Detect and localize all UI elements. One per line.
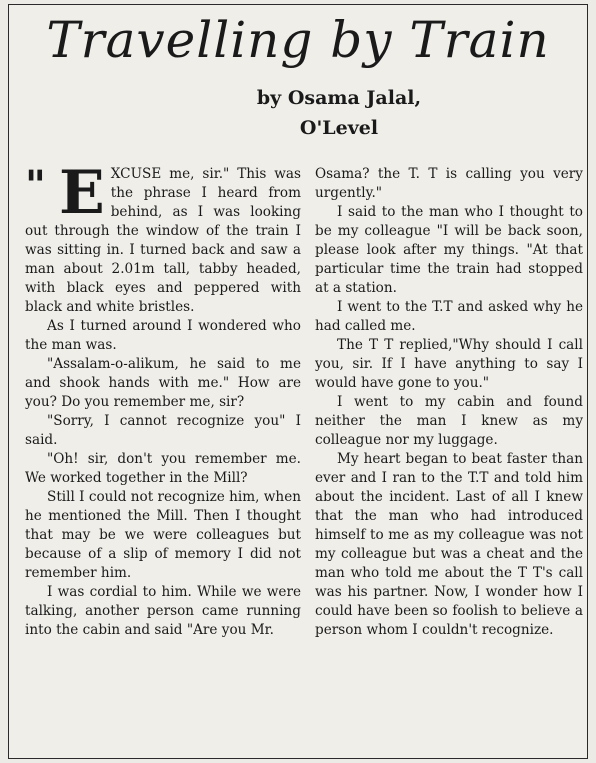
- drop-cap: E: [59, 158, 105, 228]
- byline-author: by Osama Jalal,: [256, 87, 422, 109]
- paragraph: I went to my cabin and found neither the man I knew as my colleague nor my luggage.: [315, 394, 583, 448]
- drop-quote: ": [25, 162, 46, 209]
- paragraph: Osama? the T. T is calling you very urgently.": [315, 166, 583, 201]
- paragraph: I said to the man who I thought to be my colleague "I will be back soon, please look after my things. "At that particular time the train had stopped at a station.: [315, 204, 583, 296]
- paragraph: My heart began to beat faster than ever and I ran to the T.T and told him about the incident. Last of all I knew that the man who had introduced himself to me as my colleague was not my colleague but was a cheat and the man who told me about the T T's call was his partner. Now, I wonder how I could have been so foolish to believe a person whom I couldn't recognize.: [315, 451, 583, 638]
- paragraph: As I turned around I wondered who the man was.: [25, 318, 301, 353]
- right-column: [315, 165, 583, 640]
- paragraph: Still I could not recognize him, when he mentioned the Mill. Then I thought that may be we were colleagues but because of a slip of memory I did not remember him.: [25, 489, 301, 581]
- paragraph: [25, 158, 301, 317]
- paragraph: "Oh! sir, don't you remember me. We worked together in the Mill?: [25, 451, 301, 486]
- left-column: [25, 158, 301, 640]
- paragraph: "Assalam-o-alikum, he said to me and shook hands with me." How are you? Do you remember me, sir?: [25, 356, 301, 410]
- paragraph: I was cordial to him. While we were talking, another person came running into the cabin and said "Are you Mr.: [25, 584, 301, 638]
- paragraph-text: XCUSE me, sir." This was the phrase I heard from behind, as I was looking out through the window of the train I was sitting in. I turned back and saw a man about 2.01m tall, tabby headed, with black eyes and peppered with black and white bristles.: [25, 166, 301, 315]
- article-title: Travelling by Train: [46, 11, 550, 69]
- paragraph: "Sorry, I cannot recognize you" I said.: [25, 413, 301, 448]
- newspaper-clipping: [8, 4, 588, 759]
- paragraph: I went to the T.T and asked why he had called me.: [315, 299, 583, 334]
- byline-class: O'Level: [299, 117, 379, 139]
- paragraph: The T T replied,"Why should I call you, sir. If I have anything to say I would have gone to you.": [315, 337, 583, 391]
- byline: [229, 83, 449, 143]
